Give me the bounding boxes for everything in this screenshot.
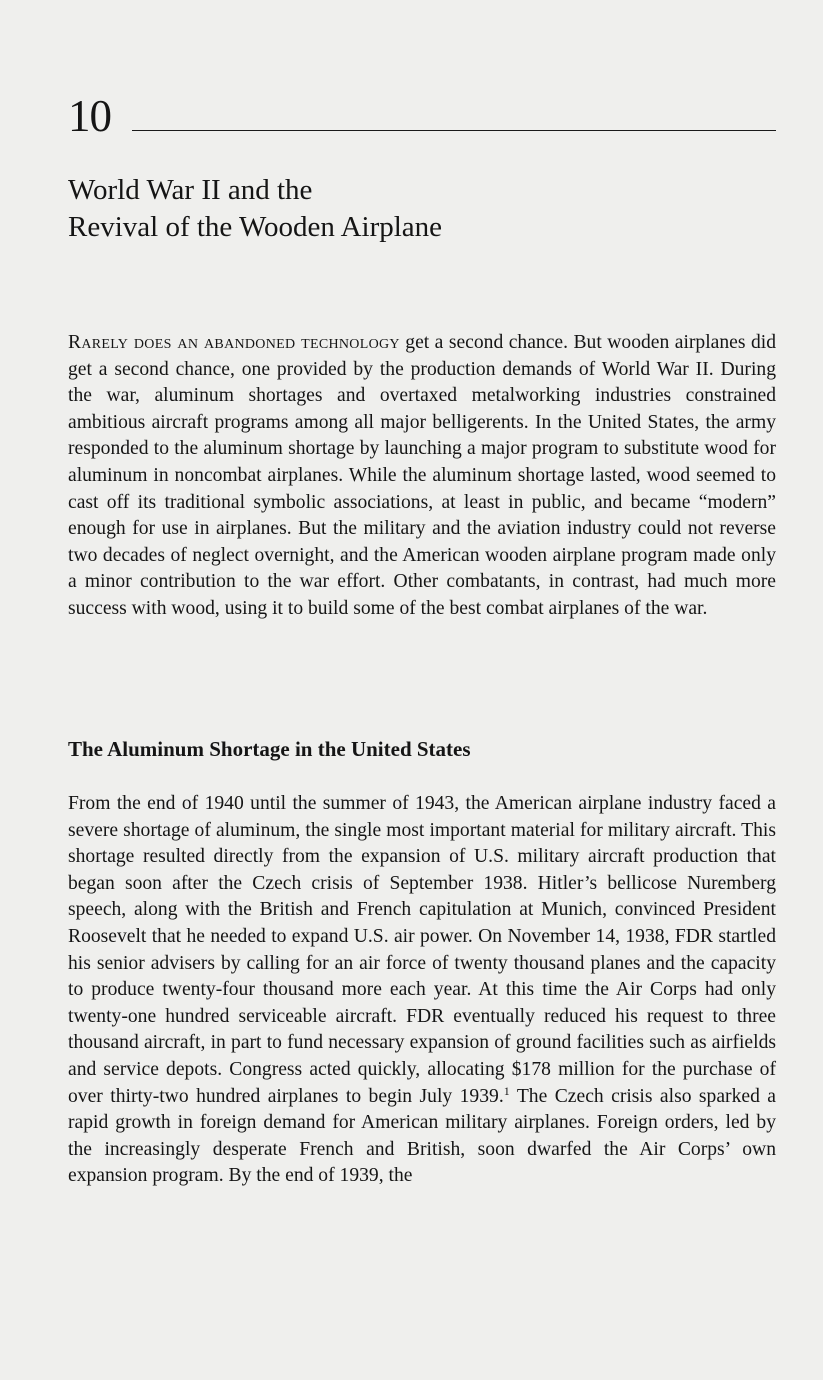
intro-paragraph	[68, 330, 776, 623]
chapter-rule	[132, 130, 776, 131]
chapter-header	[68, 92, 776, 140]
section-text-after-note: The Czech crisis also sparked a rapid growth in foreign demand for American military airplanes. Foreign orders, led by the increasingly desperate French and British, soon dwarfed the Air Corps’ own expansion program. By the end of 1939, the	[68, 1085, 777, 1187]
chapter-number: 10	[68, 91, 111, 141]
section-text-before-note: From the end of 1940 until the summer of 1943, the American airplane industry faced a severe shortage of aluminum, the single most important material for military aircraft. This shortage resulted directly from the expansion of U.S. military aircraft production that began soon after the Czech crisis of September 1938. Hitler’s bellicose Nuremberg speech, along with the British and French capitulation at Munich, convinced President Roosevelt that he needed to expand U.S. air power. On November 14, 1938, FDR startled his senior advisers by calling for an air force of twenty thousand planes and the capacity to produce twenty-four thousand more each year. At this time the Air Corps had only twenty-one hundred serviceable aircraft. FDR eventually reduced his request to three thousand aircraft, in part to fund necessary expansion of ground facilities such as airfields and service depots. Congress acted quickly, allocating $178 million for the purchase of over thirty-two hundred airplanes to begin July 1939.	[68, 793, 776, 1107]
book-page	[68, 0, 776, 1380]
section-paragraph	[68, 791, 776, 1190]
intro-small-caps-lead: Rarely does an abandoned technology	[68, 332, 400, 353]
footnote-reference[interactable]: 1	[503, 1083, 510, 1098]
chapter-title-line-1: World War II and the	[68, 174, 313, 206]
section-heading: The Aluminum Shortage in the United States	[68, 737, 471, 761]
chapter-title-line-2: Revival of the Wooden Airplane	[68, 211, 443, 243]
intro-text: get a second chance. But wooden airplanes did get a second chance, one provided by the production demands of World War II. During the war, aluminum shortages and overtaxed metalworking industries constrained ambitious aircraft programs among all major belligerents. In the United States, the army responded to the aluminum shortage by launching a major program to substitute wood for aluminum in noncombat airplanes. While the aluminum shortage lasted, wood seemed to cast off its traditional symbolic associations, at least in public, and became “modern” enough for use in airplanes. But the military and the aviation industry could not reverse two decades of neglect overnight, and the American wooden airplane program made only a minor contribution to the war effort. Other combatants, in contrast, had much more success with wood, using it to build some of the best combat airplanes of the war.	[68, 332, 776, 619]
chapter-title	[68, 172, 776, 246]
